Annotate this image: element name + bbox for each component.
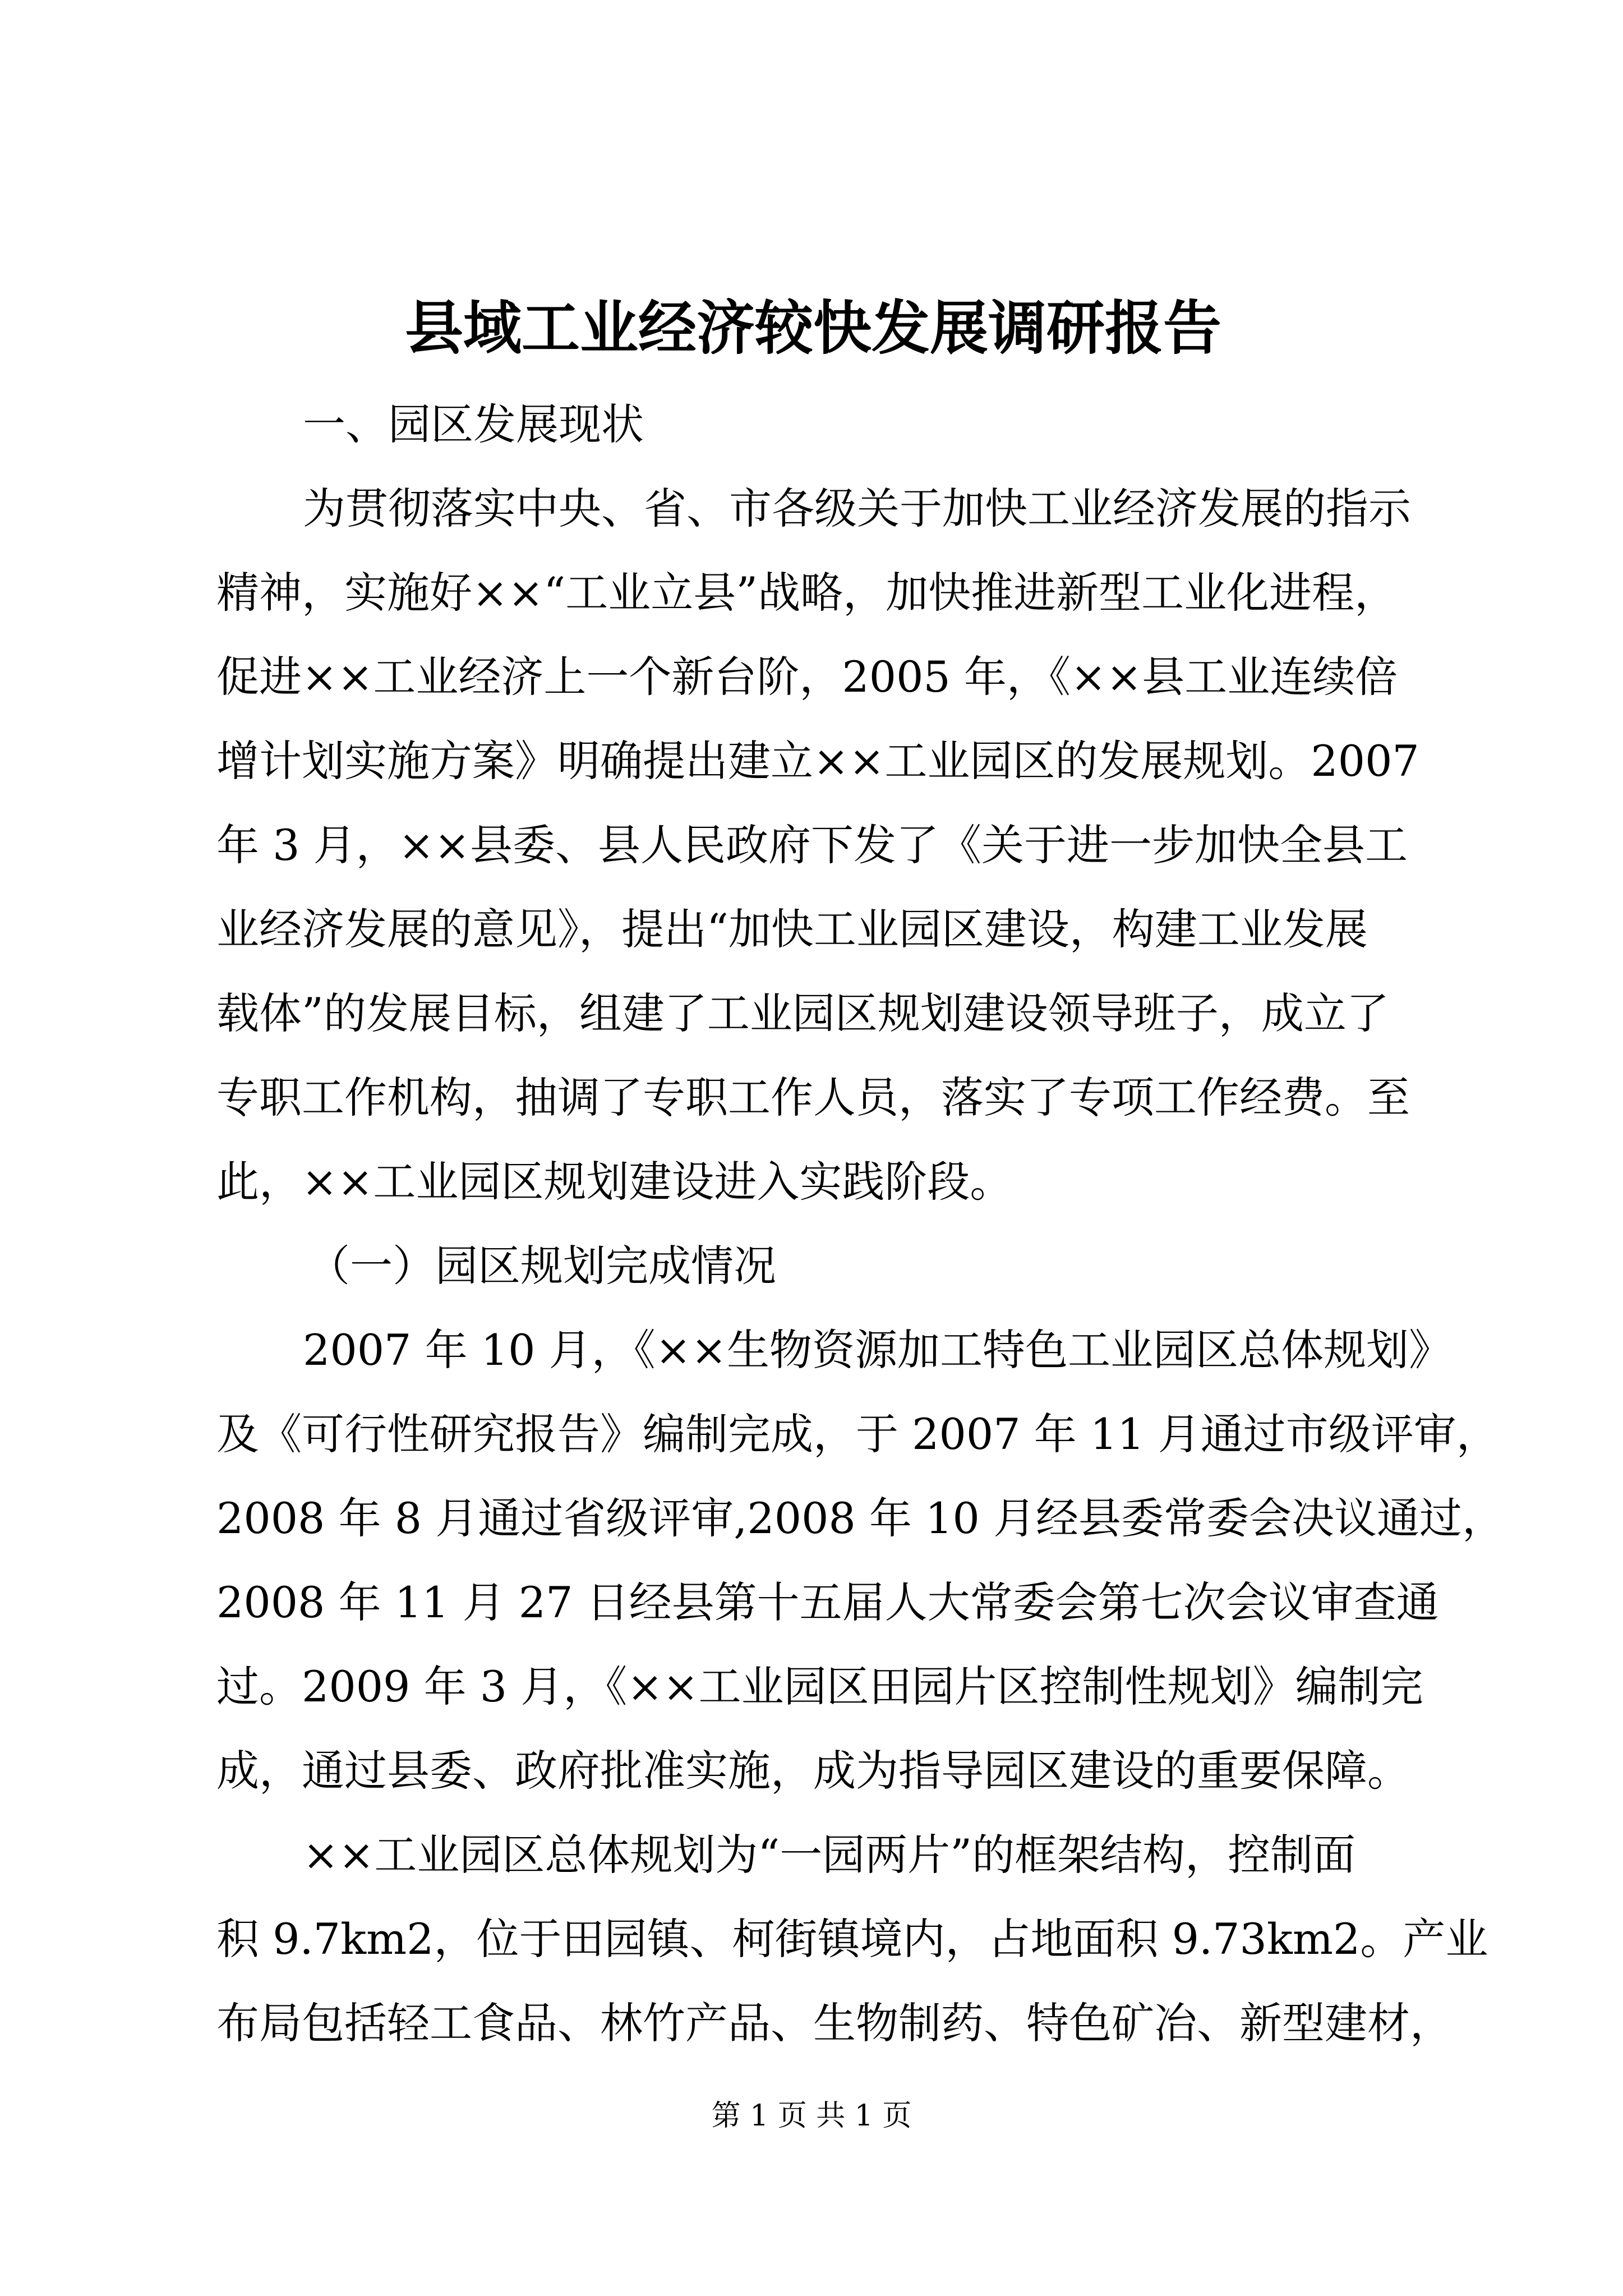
paragraph-line: 2008 年 8 月通过省级评审,2008 年 10 月经县委常委会决议通过， [216,1493,1505,1543]
paragraph-line: 过。2009 年 3 月，《××工业园区田园片区控制性规划》编制完 [216,1662,1423,1711]
subsection-heading: （一）园区规划完成情况 [307,1241,776,1291]
paragraph-line: 2008 年 11 月 27 日经县第十五届人大常委会第七次会议审查通 [216,1577,1439,1627]
paragraph-line: 积 9.7km2，位于田园镇、柯街镇境内，占地面积 9.73km2。产业 [216,1914,1488,1964]
paragraph-line: 增计划实施方案》明确提出建立××工业园区的发展规划。2007 [216,736,1419,786]
paragraph-line: 业经济发展的意见》，提出“加快工业园区建设，构建工业发展 [216,904,1368,954]
paragraph-line: 为贯彻落实中央、省、市各级关于加快工业经济发展的指示 [303,484,1411,533]
paragraph-line: 此，××工业园区规划建设进入实践阶段。 [216,1157,1013,1207]
paragraph-line: 促进××工业经济上一个新台阶，2005 年，《××县工业连续倍 [216,652,1398,702]
paragraph-line: 载体”的发展目标，组建了工业园区规划建设领导班子，成立了 [216,988,1389,1038]
paragraph-line: 布局包括轻工食品、林竹产品、生物制药、特色矿冶、新型建材， [216,1998,1453,2048]
paragraph-line: 专职工作机构，抽调了专职工作人员，落实了专项工作经费。至 [216,1073,1410,1122]
paragraph-line: ××工业园区总体规划为“一园两片”的框架结构，控制面 [303,1830,1356,1880]
page-number-footer: 第 1 页 共 1 页 [711,2099,912,2133]
paragraph-line: 及《可行性研究报告》编制完成，于 2007 年 11 月通过市级评审， [216,1409,1499,1459]
paragraph-line: 年 3 月，××县委、县人民政府下发了《关于进一步加快全县工 [216,820,1408,870]
document-title: 县域工业经济较快发展调研报告 [404,293,1221,362]
paragraph-line: 精神，实施好××“工业立县”战略，加快推进新型工业化进程， [216,568,1398,618]
paragraph-line: 成，通过县委、政府批准实施，成为指导园区建设的重要保障。 [216,1746,1410,1796]
section-heading: 一、园区发展现状 [303,399,644,449]
paragraph-line: 2007 年 10 月，《××生物资源加工特色工业园区总体规划》 [303,1325,1451,1375]
